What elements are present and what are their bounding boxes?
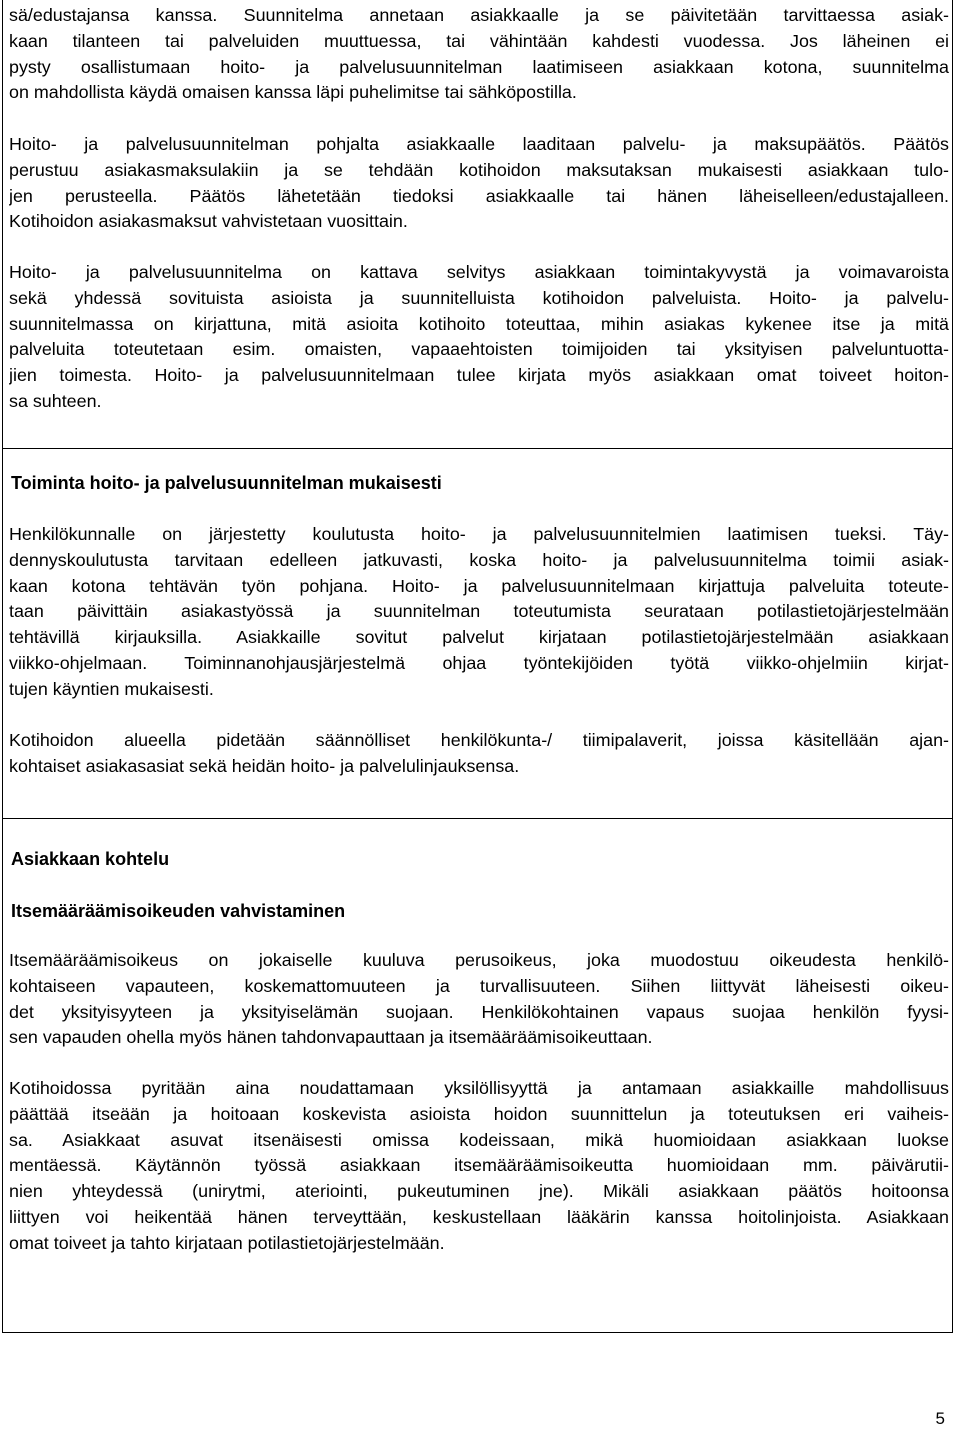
text-line: jen perusteella. Päätös lähetetään tiedoksi asiakkaalle tai hänen läheiselleen/edustajalleen. — [9, 185, 949, 206]
text-line: suunnitelmassa on kirjattuna, mitä asioita kotihoito toteuttaa, mihin asiakas kykenee itse ja mitä — [9, 313, 949, 334]
text-line: Henkilökunnalle on järjestetty koulutusta hoito- ja palvelusuunnitelmien laatimisen tueksi. Täy- — [9, 524, 949, 544]
text-line: viikko-ohjelmaan. Toiminnanohjausjärjestelmä ohjaa työntekijöiden työtä viikko-ohjelmiin kirjat- — [9, 652, 949, 673]
text-line: päättää itseään ja hoitoaan koskevista asioista hoidon suunnittelun ja toteutuksen eri vaiheis- — [9, 1103, 949, 1124]
text-line: Hoito- ja palvelusuunnitelman pohjalta asiakkaalle laaditaan palvelu- ja maksupäätös. Päätös — [9, 134, 949, 154]
staff-training-paragraph — [9, 522, 949, 703]
text-line: sekä yhdessä sovituista asioista ja suunnitelluista kotihoidon palveluista. Hoito- ja palvelu- — [9, 287, 949, 308]
subheading-self-determination: Itsemääräämisoikeuden vahvistaminen — [11, 901, 346, 921]
text-line: kohtaiset asiakasasiat sekä heidän hoito- ja palvelulinjauksensa. — [9, 755, 520, 776]
text-line: nien yhteydessä (unirytmi, ateriointi, pukeutuminen jne). Mikäli asiakkaan päätös hoitoonsa — [9, 1181, 949, 1202]
text-line: kaan tilanteen tai palveluiden muuttuessa, tai vähintään kahdesti vuodessa. Jos läheinen ei — [9, 30, 949, 51]
text-line: det yksityisyyteen ja yksityiselämän suojaan. Henkilökohtainen vapaus suojaa henkilön fyysi- — [9, 1001, 949, 1022]
text-line: sa. Asiakkaat asuvat itsenäisesti omissa kodeissaan, mikä huomioidaan asiakkaan luokse — [9, 1129, 949, 1150]
text-line: sen vapauden ohella myös hänen tahdonvapauttaan ja itsemääräämisoikeuttaan. — [9, 1027, 653, 1048]
text-line: pysty osallistumaan hoito- ja palvelusuunnitelman laatimiseen asiakkaan kotona, suunnitelma — [9, 56, 949, 77]
text-line: palveluita toteutetaan esim. omaisten, vapaaehtoisten toimijoiden tai yksityisen palveluntuotta- — [9, 339, 949, 360]
text-line: sa suhteen. — [9, 390, 102, 411]
text-line: Itsemääräämisoikeus on jokaiselle kuuluva perusoikeus, joka muodostuu oikeudesta henkilö- — [9, 950, 949, 970]
text-line: on mahdollista käydä omaisen kanssa läpi puhelimitse tai sähköpostilla. — [9, 82, 577, 103]
text-line: kohtaiseen vapauteen, koskemattomuuteen ja turvallisuuteen. Siihen liittyvät läheisesti oikeu- — [9, 975, 949, 996]
self-determination-definition-paragraph — [9, 948, 949, 1051]
text-line: taan päivittäin asiakastyössä ja suunnitelman toteutumista seurataan potilastietojärjestelmään — [9, 601, 949, 622]
text-line: dennyskoulutusta tarvitaan edelleen jatkuvasti, koska hoito- ja palvelusuunnitelma toimii asiak- — [9, 549, 949, 570]
section-heading-plan-implementation: Toiminta hoito- ja palvelusuunnitelman mukaisesti — [11, 473, 442, 493]
text-line: perustuu asiakasmaksulakiin ja se tehdään kotihoidon maksutaksan mukaisesti asiakkaan tulo- — [9, 159, 949, 180]
text-line: mentäessä. Käytännön työssä asiakkaan itsemääräämisoikeutta huomioidaan mm. päivärutii- — [9, 1155, 949, 1176]
text-line: Kotihoidon alueella pidetään säännölliset henkilökunta-/ tiimipalaverit, joissa käsitellään ajan- — [9, 730, 949, 750]
text-line: Kotihoidossa pyritään aina noudattamaan yksilöllisyyttä ja antamaan asiakkaille mahdollisuus — [9, 1078, 949, 1098]
text-line: kaan kotona tehtävän työn pohjana. Hoito- ja palvelusuunnitelmaan kirjattuja palveluita toteute- — [9, 575, 949, 596]
care-plan-update-paragraph — [9, 3, 949, 106]
text-line: tujen käyntien mukaisesti. — [9, 678, 214, 699]
text-line: Hoito- ja palvelusuunnitelma on kattava selvitys asiakkaan toimintakyvystä ja voimavaroista — [9, 262, 949, 282]
text-line: tehtävillä kirjauksilla. Asiakkaille sovitut palvelut kirjataan potilastietojärjestelmään asiakkaan — [9, 627, 949, 648]
text-line: omat toiveet ja tahto kirjataan potilastietojärjestelmään. — [9, 1232, 445, 1253]
text-line: sä/edustajansa kanssa. Suunnitelma annetaan asiakkaalle ja se päivitetään tarvittaessa asiak- — [9, 5, 949, 25]
care-plan-contents-paragraph — [9, 260, 949, 415]
team-meetings-paragraph — [9, 728, 949, 780]
text-line: liittyen voi heikentää hänen terveyttään, keskustellaan lääkärin kanssa hoitolinjoista. Asiakkaan — [9, 1206, 949, 1227]
page-number: 5 — [935, 1409, 945, 1428]
section-heading-client-treatment: Asiakkaan kohtelu — [11, 849, 170, 869]
service-fee-decision-paragraph — [9, 132, 949, 235]
home-care-individuality-paragraph — [9, 1076, 949, 1257]
text-line: Kotihoidon asiakasmaksut vahvistetaan vuosittain. — [9, 211, 408, 232]
text-line: jien toimesta. Hoito- ja palvelusuunnitelmaan tulee kirjata myös asiakkaan omat toiveet hoiton- — [9, 365, 949, 386]
